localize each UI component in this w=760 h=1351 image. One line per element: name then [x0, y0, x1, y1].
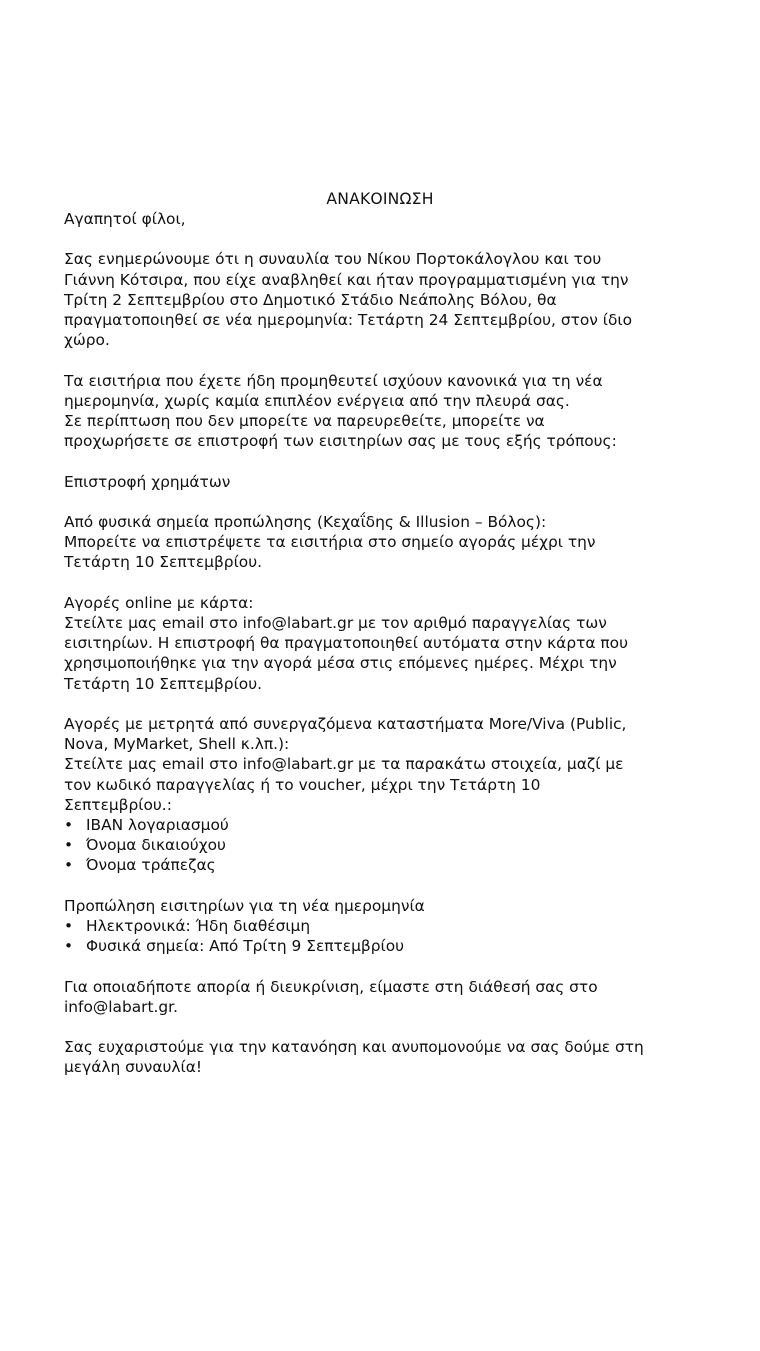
paragraph-online-purchases [64, 593, 724, 694]
list-item-text: Όνομα δικαιούχου [86, 836, 226, 855]
text-line: τον κωδικό παραγγελίας ή το voucher, μέχρι την Τετάρτη 10 [64, 775, 541, 794]
text-line: Τρίτη 2 Σεπτεμβρίου στο Δημοτικό Στάδιο Νεάπολης Βόλου, θα [64, 290, 557, 309]
paragraph-presale [64, 896, 724, 957]
text-line: Αγορές με μετρητά από συνεργαζόμενα καταστήματα More/Viva (Public, [64, 714, 627, 733]
bullet-icon: • [64, 937, 74, 956]
bullet-icon: • [64, 816, 74, 834]
paragraph-gap [64, 1017, 724, 1037]
text-line: Τετάρτη 10 Σεπτεμβρίου. [64, 674, 262, 693]
bullet-icon: • [64, 856, 74, 875]
text-line: Nova, MyMarket, Shell κ.λπ.): [64, 735, 290, 754]
text-line: Σας ενημερώνουμε ότι η συναυλία του Νίκου Πορτοκάλογλου και του [64, 250, 602, 269]
paragraph-gap [64, 694, 724, 714]
paragraph-gap [64, 492, 724, 512]
list-item-text: Φυσικά σημεία: Από Τρίτη 9 Σεπτεμβρίου [86, 937, 405, 956]
paragraph-gap [64, 350, 724, 370]
text-line: Γιάννη Κότσιρα, που είχε αναβληθεί και ήταν προγραμματισμένη για την [64, 270, 629, 289]
page-title: ΑΝΑΚΟΙΝΩΣΗ [326, 190, 434, 208]
announcement-body [64, 209, 724, 1078]
list-item-text: Όνομα τράπεζας [86, 856, 216, 875]
paragraph-cash-purchases [64, 714, 724, 876]
list-item [64, 815, 724, 835]
list-item-text: IBAN λογαριασμού [86, 816, 229, 834]
paragraph-gap [64, 229, 724, 249]
text-line: Αγορές online με κάρτα: [64, 593, 254, 612]
list-item [64, 916, 724, 936]
text-line: Μπορείτε να επιστρέψετε τα εισιτήρια στο σημείο αγοράς μέχρι την [64, 533, 596, 552]
text-line: ημερομηνία, χωρίς καμία επιπλέον ενέργεια από την πλευρά σας. [64, 391, 570, 410]
text-line: Από φυσικά σημεία προπώλησης (Κεχαΐδης & Illusion – Βόλος): [64, 512, 547, 531]
paragraph-gap [64, 956, 724, 976]
refund-heading: Επιστροφή χρημάτων [64, 472, 231, 491]
paragraph-postponement [64, 249, 724, 350]
text-line: μεγάλη συναυλία! [64, 1058, 203, 1077]
paragraph-thanks [64, 1037, 724, 1077]
text-line: πραγματοποιηθεί σε νέα ημερομηνία: Τετάρτη 24 Σεπτεμβρίου, στον ίδιο [64, 311, 632, 329]
text-line: Τα εισιτήρια που έχετε ήδη προμηθευτεί ισχύουν κανονικά για τη νέα [64, 371, 603, 390]
text-line: προχωρήσετε σε επιστροφή των εισιτηρίων σας με τους εξής τρόπους: [64, 432, 617, 451]
paragraph-physical-points [64, 512, 724, 573]
list-item [64, 855, 724, 875]
paragraph-gap [64, 876, 724, 896]
paragraph-gap [64, 451, 724, 471]
text-line: Σας ευχαριστούμε για την κατανόηση και ανυπομονούμε να σας δούμε στη [64, 1038, 644, 1057]
text-line: Στείλτε μας email στο info@labart.gr με τα παρακάτω στοιχεία, μαζί με [64, 755, 624, 774]
greeting: Αγαπητοί φίλοι, [64, 210, 186, 228]
text-line: info@labart.gr. [64, 997, 178, 1016]
list-item [64, 835, 724, 855]
text-line: εισιτηρίων. Η επιστροφή θα πραγματοποιηθεί αυτόματα στην κάρτα που [64, 634, 628, 653]
text-line: Για οποιαδήποτε απορία ή διευκρίνιση, είμαστε στη διάθεσή σας στο [64, 977, 598, 996]
text-line: Σεπτεμβρίου.: [64, 795, 172, 814]
list-item [64, 936, 724, 956]
paragraph-tickets-validity [64, 371, 724, 452]
text-line: Τετάρτη 10 Σεπτεμβρίου. [64, 553, 262, 572]
presale-heading: Προπώληση εισιτηρίων για τη νέα ημερομηνία [64, 896, 425, 915]
paragraph-contact [64, 977, 724, 1017]
bullet-icon: • [64, 917, 74, 935]
list-item-text: Ηλεκτρονικά: Ήδη διαθέσιμη [86, 917, 311, 935]
text-line: Στείλτε μας email στο info@labart.gr με τον αριθμό παραγγελίας των [64, 613, 607, 632]
bullet-icon: • [64, 836, 74, 855]
paragraph-gap [64, 573, 724, 593]
text-line: χώρο. [64, 331, 110, 350]
text-line: Σε περίπτωση που δεν μπορείτε να παρευρεθείτε, μπορείτε να [64, 412, 545, 430]
text-line: χρησιμοποιήθηκε για την αγορά μέσα στις επόμενες ημέρες. Μέχρι την [64, 654, 617, 673]
